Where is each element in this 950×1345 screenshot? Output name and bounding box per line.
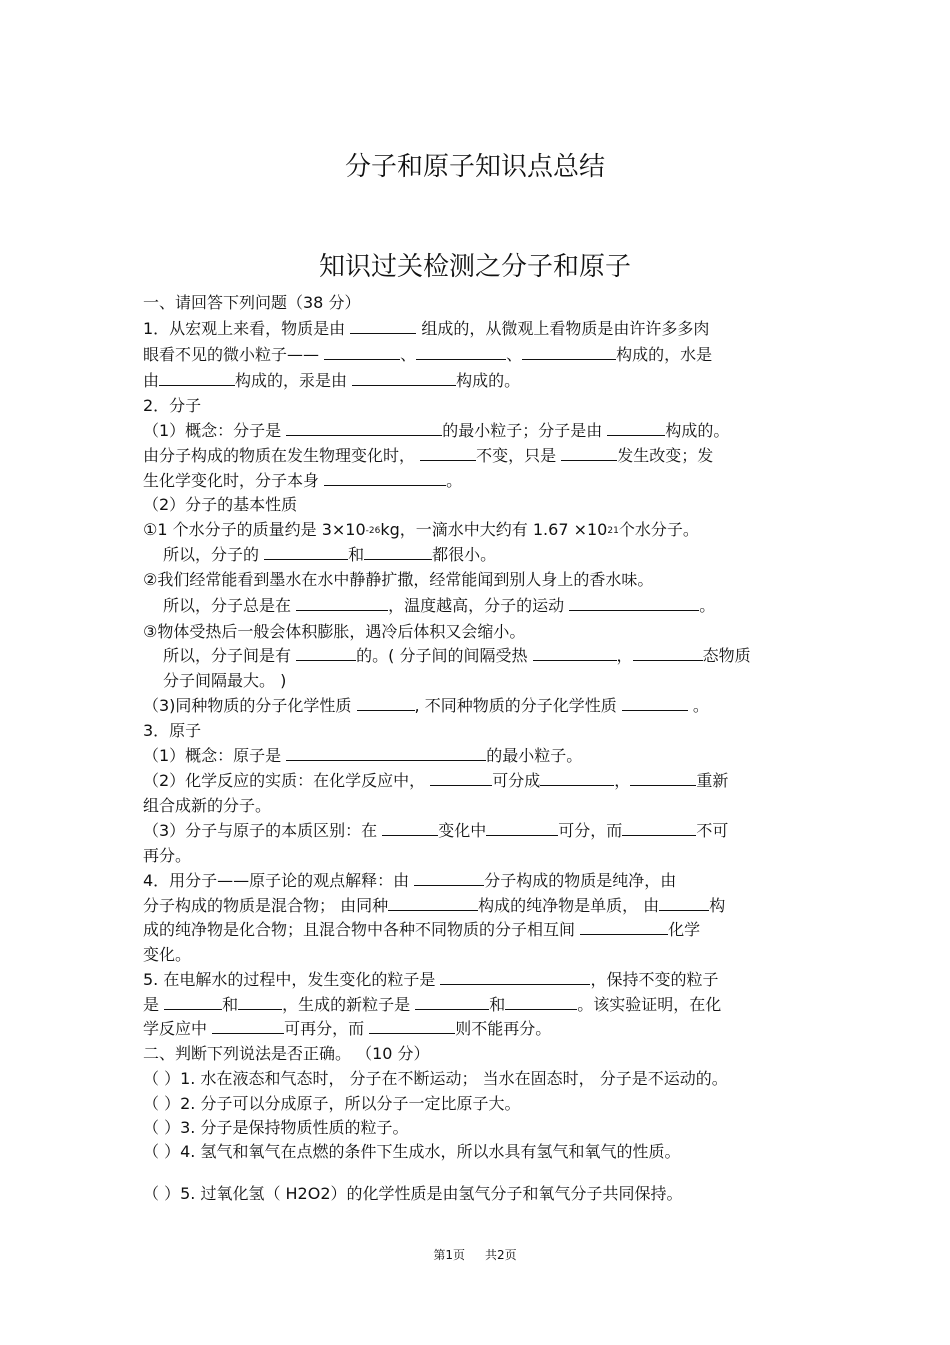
q1-line-3: 由 构成的，汞是由 构成的。 xyxy=(143,371,521,390)
q2-line-3: 生化学变化时，分子本身 。 xyxy=(143,471,463,490)
judge-item-2: （ ）2. 分子可以分成原子，所以分子一定比原子大。 xyxy=(143,1094,521,1113)
q1-line-2: 眼看不见的微小粒子—— 、 、 构成的，水是 xyxy=(143,345,713,364)
q3-line-4: （3）分子与原子的本质区别：在 变化中 可分，而 不可 xyxy=(143,821,729,840)
section-2-heading: 二、判断下列说法是否正确。 （10 分） xyxy=(143,1044,430,1063)
q5-line-2: 是 和 ，生成的新粒子是 和 。该实验证明，在化 xyxy=(143,995,722,1014)
q5-line-3: 学反应中 可再分，而 则不能再分。 xyxy=(143,1019,552,1038)
page-title: 分子和原子知识点总结 xyxy=(344,152,605,182)
q2-line-3-property: （3)同种物质的分子化学性质 , 不同种物质的分子化学性质 。 xyxy=(143,696,709,715)
q2-fact-3-note: 分子间隔最大。 ) xyxy=(163,671,287,690)
q2-line-2: 由分子构成的物质在发生物理变化时， 不变，只是 发生改变；发 xyxy=(143,446,714,465)
q3-line-1: （1）概念：原子是 的最小粒子。 xyxy=(143,746,583,765)
section-1-heading: 一、请回答下列问题（38 分） xyxy=(143,293,361,312)
q2-fact-1: ①1 个水分子的质量约是 $3\times 10^{-26}kg$，一滴水中大约有 $1.67 \times 10^{21}$个水分子。 xyxy=(143,520,699,539)
q2-line-4: （2）分子的基本性质 xyxy=(143,495,298,514)
judge-item-4: （ ）4. 氢气和氧气在点燃的条件下生成水，所以水具有氢气和氧气的性质。 xyxy=(143,1142,681,1161)
judge-item-1: （ ）1. 水在液态和气态时， 分子在不断运动； 当水在固态时， 分子是不运动的。 xyxy=(143,1069,728,1088)
q4-line-1: 4．用分子——原子论的观点解释：由 分子构成的物质是纯净，由 xyxy=(143,871,677,890)
q2-fact-3: ③物体受热后一般会体积膨胀，遇冷后体积又会缩小。 xyxy=(143,622,526,641)
q4-line-3: 成的纯净物是化合物；且混合物中各种不同物质的分子相互间 化学 xyxy=(143,920,701,939)
q3-line-5: 再分。 xyxy=(143,846,192,865)
q1-line-1: 1．从宏观上来看，物质是由 组成的，从微观上看物质是由许许多多肉 xyxy=(143,319,710,338)
q2-fact-3-conclusion: 所以，分子间是有 的。( 分子间的间隔受热 ， 态物质 xyxy=(163,646,751,665)
q5-line-1: 5. 在电解水的过程中，发生变化的粒子是 ，保持不变的粒子 xyxy=(143,970,719,989)
q2-heading: 2．分子 xyxy=(143,396,202,415)
q3-heading: 3．原子 xyxy=(143,721,202,740)
q4-line-4: 变化。 xyxy=(143,945,192,964)
q2-fact-1-conclusion: 所以，分子的 和 都很小。 xyxy=(163,545,497,564)
judge-item-3: （ ）3. 分子是保持物质性质的粒子。 xyxy=(143,1118,409,1137)
q2-fact-2: ②我们经常能看到墨水在水中静静扩撒，经常能闻到别人身上的香水味。 xyxy=(143,570,654,589)
page-number: 第1页 xyxy=(433,1248,465,1262)
page-total: 共2页 xyxy=(485,1248,517,1262)
page-footer xyxy=(0,1247,950,1263)
q2-fact-2-conclusion: 所以，分子总是在 ，温度越高，分子的运动 。 xyxy=(163,596,716,615)
q4-line-2: 分子构成的物质是混合物； 由同种 构成的纯净物是单质， 由 构 xyxy=(143,896,726,915)
q2-line-1: （1）概念：分子是 的最小粒子；分子是由 构成的。 xyxy=(143,421,730,440)
quiz-title: 知识过关检测之分子和原子 xyxy=(318,252,631,282)
q3-line-2: （2）化学反应的实质：在化学反应中， 可分成 ， 重新 xyxy=(143,771,729,790)
judge-item-5: （ ）5. 过氧化氢（ H2O2）的化学性质是由氢气分子和氧气分子共同保持。 xyxy=(143,1184,683,1203)
q3-line-3: 组合成新的分子。 xyxy=(143,796,272,815)
